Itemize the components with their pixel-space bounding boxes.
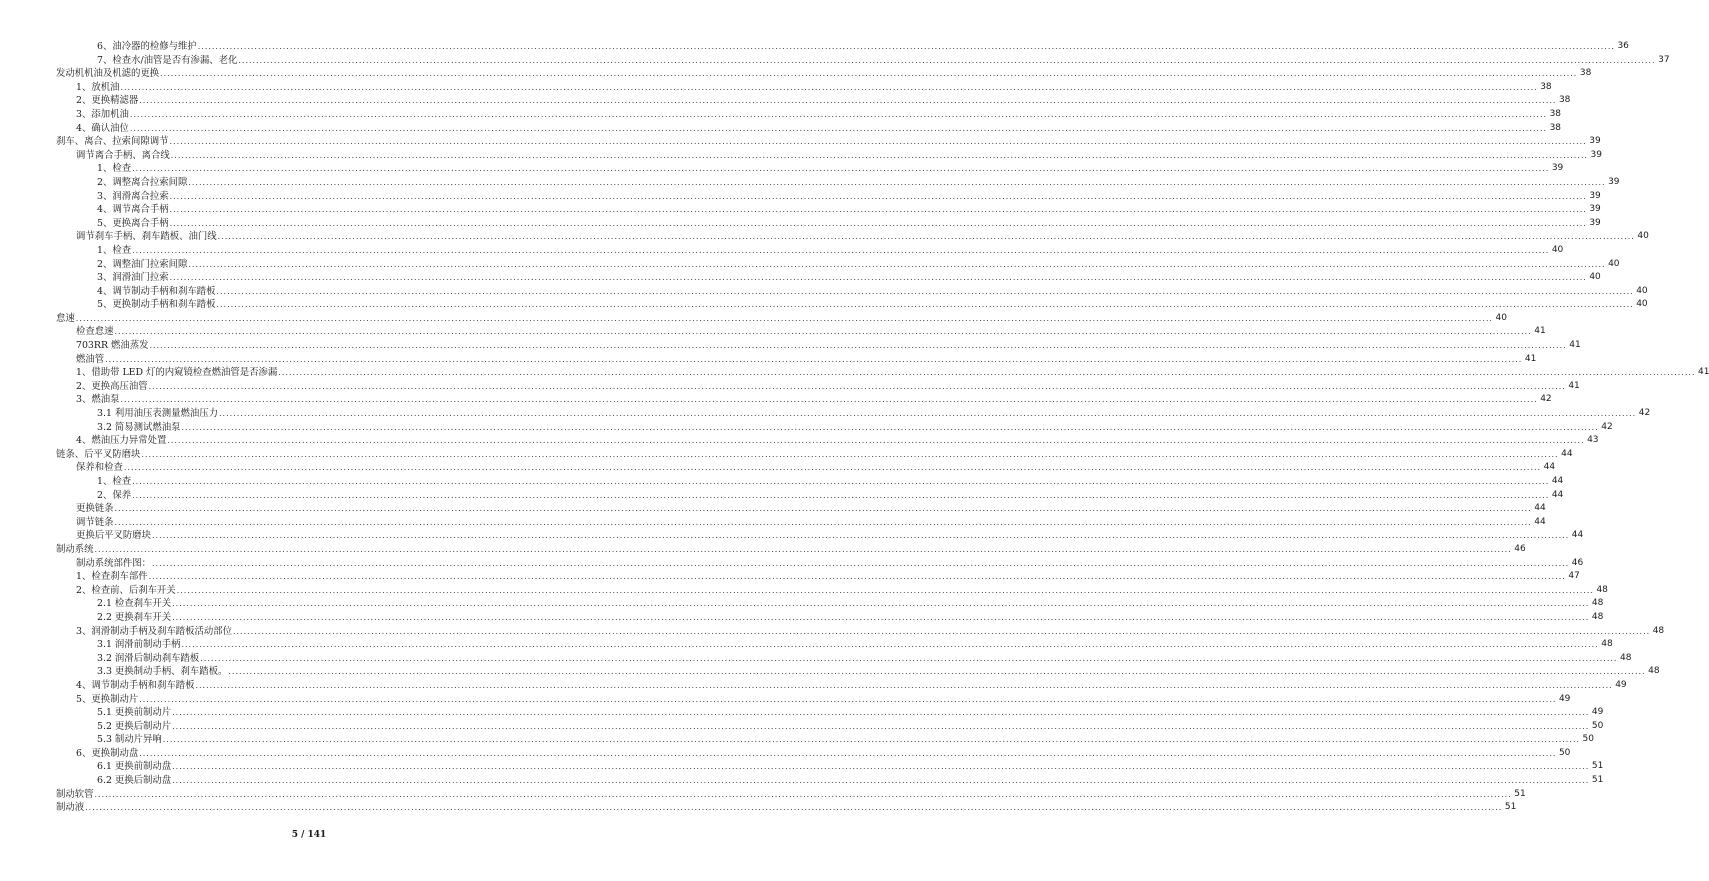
toc-entry[interactable] (56, 774, 1604, 788)
dot-leader: ................................................................................................................................................................................................................................................................................................................................................................................................................ (85, 803, 1503, 813)
toc-entry-title: 5.1 更换前制动片 (97, 707, 172, 719)
toc-entry-page-number: 39 (1589, 190, 1601, 201)
toc-entry-page-number: 48 (1601, 639, 1613, 650)
toc-entry[interactable] (56, 489, 1564, 503)
dot-leader: ................................................................................................................................................................................................................................................................................................................................................................................................................ (188, 177, 1606, 187)
dot-leader: ................................................................................................................................................................................................................................................................................................................................................................................................................ (170, 150, 1588, 160)
toc-entry-page-number: 40 (1495, 312, 1507, 323)
dot-leader: ................................................................................................................................................................................................................................................................................................................................................................................................................ (216, 300, 1634, 310)
dot-leader: ................................................................................................................................................................................................................................................................................................................................................................................................................ (169, 191, 1587, 201)
toc-entry-page-number: 44 (1543, 462, 1556, 473)
toc-entry-title: 燃油管 (76, 353, 105, 365)
toc-entry[interactable] (56, 258, 1620, 272)
dot-leader: ................................................................................................................................................................................................................................................................................................................................................................................................................ (195, 680, 1613, 690)
toc-entry-title: 制动软管 (56, 788, 94, 800)
toc-entry-title: 3.2 润滑后制动刹车踏板 (97, 652, 200, 664)
toc-entry-page-number: 39 (1589, 204, 1601, 215)
dot-leader: ................................................................................................................................................................................................................................................................................................................................................................................................................ (172, 612, 1590, 622)
toc-entry-page-number: 49 (1558, 693, 1571, 704)
toc-entry-page-number: 51 (1591, 761, 1604, 772)
dot-leader: ................................................................................................................................................................................................................................................................................................................................................................................................................ (148, 381, 1566, 391)
toc-entry[interactable] (56, 135, 1601, 149)
toc-entry-title: 4、调节离合手柄 (97, 204, 169, 216)
toc-entry-title: 刹车、离合、拉索间隙调节 (56, 136, 169, 148)
dot-leader: ................................................................................................................................................................................................................................................................................................................................................................................................................ (176, 585, 1594, 595)
dot-leader: ................................................................................................................................................................................................................................................................................................................................................................................................................ (152, 558, 1570, 568)
toc-entry[interactable] (56, 421, 1613, 435)
toc-entry[interactable] (56, 543, 1526, 557)
toc-entry-title: 制动液 (56, 802, 85, 814)
toc-entry[interactable] (56, 393, 1552, 407)
dot-leader: ................................................................................................................................................................................................................................................................................................................................................................................................................ (129, 109, 1548, 119)
dot-leader: ................................................................................................................................................................................................................................................................................................................................................................................................................ (197, 42, 1615, 51)
toc-entry-title: 2、调整离合拉索间隙 (97, 176, 188, 188)
toc-entry-title: 3.1 利用油压表测量燃油压力 (97, 408, 219, 420)
toc-entry[interactable] (56, 230, 1649, 244)
toc-entry[interactable] (56, 529, 1584, 543)
toc-entry-page-number: 43 (1587, 435, 1599, 446)
toc-entry[interactable] (56, 475, 1564, 489)
toc-entry-page-number: 44 (1534, 503, 1546, 514)
toc-entry-page-number: 48 (1591, 598, 1604, 609)
toc-entry[interactable] (56, 162, 1564, 176)
toc-entry-title: 2、保养 (97, 489, 132, 501)
toc-entry[interactable] (56, 788, 1526, 802)
toc-entry-page-number: 50 (1582, 734, 1594, 745)
toc-entry[interactable] (56, 325, 1546, 339)
toc-entry[interactable] (56, 638, 1613, 652)
dot-leader: ................................................................................................................................................................................................................................................................................................................................................................................................................ (132, 490, 1550, 500)
page-number: 5 / 141 (291, 830, 327, 840)
toc-entry-page-number: 39 (1551, 163, 1564, 174)
toc-entry-title: 2.1 检查刹车开关 (97, 598, 172, 610)
toc-entry[interactable] (56, 516, 1546, 530)
toc-entry[interactable] (56, 407, 1651, 421)
dot-leader: ................................................................................................................................................................................................................................................................................................................................................................................................................ (129, 123, 1548, 133)
toc-entry[interactable] (56, 67, 1592, 81)
toc-entry-title: 更换链条 (76, 503, 114, 515)
toc-entry-page-number: 37 (1658, 54, 1670, 65)
toc-entry-title: 调节离合手柄、离合线 (76, 149, 170, 161)
dot-leader: ................................................................................................................................................................................................................................................................................................................................................................................................................ (188, 259, 1606, 269)
toc-entry-page-number: 39 (1608, 176, 1620, 187)
toc-entry[interactable] (56, 693, 1571, 707)
toc-entry-page-number: 49 (1615, 679, 1627, 690)
dot-leader: ................................................................................................................................................................................................................................................................................................................................................................................................................ (172, 599, 1590, 609)
dot-leader: ................................................................................................................................................................................................................................................................................................................................................................................................................ (219, 409, 1637, 419)
toc-entry[interactable] (56, 584, 1608, 598)
toc-entry-title: 4、调节制动手柄和刹车踏板 (97, 285, 216, 297)
toc-entry-page-number: 44 (1571, 530, 1584, 541)
toc-entry-title: 703RR 燃油蒸发 (76, 340, 149, 352)
toc-entry-page-number: 41 (1698, 367, 1709, 378)
toc-entry-title: 4、确认油位 (76, 122, 129, 134)
dot-leader: ................................................................................................................................................................................................................................................................................................................................................................................................................ (114, 504, 1532, 514)
toc-entry[interactable] (56, 665, 1660, 679)
toc-entry[interactable] (56, 149, 1602, 163)
toc-entry-title: 3.1 润滑前制动手柄 (97, 639, 181, 651)
toc-entry-title: 链条、后平叉防磨块 (56, 448, 141, 460)
dot-leader: ................................................................................................................................................................................................................................................................................................................................................................................................................ (238, 55, 1656, 65)
table-of-contents (56, 40, 1709, 815)
toc-entry[interactable] (56, 733, 1594, 747)
toc-entry[interactable] (56, 190, 1601, 204)
dot-leader: ................................................................................................................................................................................................................................................................................................................................................................................................................ (169, 137, 1587, 147)
dot-leader: ................................................................................................................................................................................................................................................................................................................................................................................................................ (216, 286, 1634, 296)
toc-entry[interactable] (56, 706, 1604, 720)
toc-entry[interactable] (56, 448, 1573, 462)
toc-entry[interactable] (56, 760, 1604, 774)
toc-entry[interactable] (56, 176, 1620, 190)
dot-leader: ................................................................................................................................................................................................................................................................................................................................................................................................................ (132, 164, 1550, 174)
toc-entry-page-number: 41 (1568, 380, 1580, 391)
toc-entry-title: 4、调节制动手柄和刹车踏板 (76, 679, 195, 691)
toc-entry-page-number: 40 (1589, 272, 1601, 283)
toc-entry-page-number: 38 (1540, 81, 1552, 92)
toc-entry-title: 6.2 更换后制动盘 (97, 775, 172, 787)
toc-entry[interactable] (56, 271, 1601, 285)
toc-entry-page-number: 39 (1590, 149, 1602, 160)
toc-entry-title: 3、润滑油门拉索 (97, 272, 169, 284)
toc-entry[interactable] (56, 40, 1629, 54)
toc-entry-title: 5、更换离合手柄 (97, 217, 169, 229)
toc-entry[interactable] (56, 570, 1580, 584)
toc-entry[interactable] (56, 298, 1648, 312)
toc-entry-page-number: 44 (1551, 489, 1564, 500)
toc-entry[interactable] (56, 557, 1584, 571)
toc-entry-page-number: 39 (1589, 217, 1601, 228)
toc-entry-page-number: 48 (1591, 611, 1604, 622)
dot-leader: ................................................................................................................................................................................................................................................................................................................................................................................................................ (228, 667, 1646, 677)
toc-entry[interactable] (56, 720, 1604, 734)
toc-entry-page-number: 38 (1558, 95, 1571, 106)
toc-entry-title: 制动系统 (56, 543, 94, 555)
dot-leader: ................................................................................................................................................................................................................................................................................................................................................................................................................ (167, 436, 1585, 446)
toc-entry-title: 更换后平叉防磨块 (76, 530, 152, 542)
toc-entry[interactable] (56, 353, 1537, 367)
toc-entry-title: 6、更换制动盘 (76, 747, 139, 759)
toc-entry-page-number: 38 (1549, 108, 1562, 119)
toc-entry-page-number: 40 (1636, 299, 1648, 310)
dot-leader: ................................................................................................................................................................................................................................................................................................................................................................................................................ (132, 245, 1550, 255)
toc-entry[interactable] (56, 801, 1517, 815)
dot-leader: ................................................................................................................................................................................................................................................................................................................................................................................................................ (148, 572, 1566, 582)
toc-entry[interactable] (56, 434, 1599, 448)
dot-leader: ................................................................................................................................................................................................................................................................................................................................................................................................................ (94, 544, 1512, 554)
toc-entry-page-number: 48 (1596, 584, 1608, 595)
toc-entry-page-number: 46 (1571, 557, 1584, 568)
toc-entry-title: 3、添加机油 (76, 108, 129, 120)
toc-entry-title: 5、更换制动手柄和刹车踏板 (97, 299, 216, 311)
toc-entry[interactable] (56, 339, 1581, 353)
toc-entry-page-number: 51 (1514, 788, 1526, 799)
toc-entry-page-number: 44 (1534, 516, 1546, 527)
dot-leader: ................................................................................................................................................................................................................................................................................................................................................................................................................ (139, 748, 1557, 758)
toc-entry[interactable] (56, 217, 1601, 231)
toc-entry-page-number: 49 (1591, 707, 1604, 718)
dot-leader: ................................................................................................................................................................................................................................................................................................................................................................................................................ (105, 354, 1523, 364)
toc-entry[interactable] (56, 108, 1562, 122)
toc-entry[interactable] (56, 203, 1601, 217)
toc-entry-title: 1、放机油 (76, 81, 120, 93)
toc-entry[interactable] (56, 747, 1571, 761)
toc-entry[interactable] (56, 652, 1632, 666)
toc-entry[interactable] (56, 679, 1627, 693)
dot-leader: ................................................................................................................................................................................................................................................................................................................................................................................................................ (160, 69, 1578, 79)
toc-entry-title: 3、润滑制动手柄及刹车踏板活动部位 (76, 625, 232, 637)
dot-leader: ................................................................................................................................................................................................................................................................................................................................................................................................................ (123, 463, 1542, 473)
dot-leader: ................................................................................................................................................................................................................................................................................................................................................................................................................ (139, 96, 1557, 106)
dot-leader: ................................................................................................................................................................................................................................................................................................................................................................................................................ (141, 449, 1559, 459)
toc-entry-title: 2.2 更换刹车开关 (97, 611, 172, 623)
toc-entry-title: 5.3 制动片异响 (97, 734, 162, 746)
dot-leader: ................................................................................................................................................................................................................................................................................................................................................................................................................ (172, 776, 1590, 786)
toc-entry-page-number: 38 (1579, 68, 1592, 79)
dot-leader: ................................................................................................................................................................................................................................................................................................................................................................................................................ (120, 82, 1538, 92)
toc-entry-page-number: 50 (1591, 720, 1604, 731)
toc-entry[interactable] (56, 625, 1665, 639)
dot-leader: ................................................................................................................................................................................................................................................................................................................................................................................................................ (169, 218, 1587, 228)
toc-entry-page-number: 48 (1620, 652, 1632, 663)
toc-entry-page-number: 44 (1561, 448, 1573, 459)
toc-entry-page-number: 39 (1589, 136, 1601, 147)
toc-entry-title: 3.2 简易测试燃油泵 (97, 421, 181, 433)
dot-leader: ................................................................................................................................................................................................................................................................................................................................................................................................................ (217, 232, 1635, 242)
toc-entry-title: 5、更换制动片 (76, 693, 139, 705)
toc-entry-title: 4、燃油压力异常处置 (76, 435, 167, 447)
toc-entry[interactable] (56, 81, 1552, 95)
dot-leader: ................................................................................................................................................................................................................................................................................................................................................................................................................ (169, 273, 1587, 283)
dot-leader: ................................................................................................................................................................................................................................................................................................................................................................................................................ (114, 327, 1532, 337)
toc-entry-title: 3.3 更换制动手柄、刹车踏板。 (97, 666, 228, 678)
toc-entry-title: 6、油冷器的检修与维护 (97, 41, 197, 52)
toc-entry-title: 制动系统部件图： (76, 557, 152, 569)
toc-entry[interactable] (56, 380, 1580, 394)
toc-entry-page-number: 38 (1549, 122, 1562, 133)
dot-leader: ................................................................................................................................................................................................................................................................................................................................................................................................................ (172, 708, 1590, 718)
toc-entry-title: 2、更换精滤器 (76, 95, 139, 107)
toc-entry-page-number: 48 (1648, 666, 1660, 677)
dot-leader: ................................................................................................................................................................................................................................................................................................................................................................................................................ (181, 640, 1599, 650)
toc-entry-page-number: 41 (1569, 340, 1581, 351)
dot-leader: ................................................................................................................................................................................................................................................................................................................................................................................................................ (181, 422, 1599, 432)
toc-entry[interactable] (56, 611, 1604, 625)
toc-entry-title: 3、燃油泵 (76, 394, 120, 406)
dot-leader: ................................................................................................................................................................................................................................................................................................................................................................................................................ (152, 531, 1570, 541)
toc-entry[interactable] (56, 461, 1556, 475)
dot-leader: ................................................................................................................................................................................................................................................................................................................................................................................................................ (200, 653, 1618, 663)
toc-entry-page-number: 42 (1601, 421, 1613, 432)
toc-entry-title: 1、检查 (97, 476, 132, 487)
dot-leader: ................................................................................................................................................................................................................................................................................................................................................................................................................ (120, 395, 1538, 405)
toc-entry-title: 检查怠速 (76, 326, 114, 338)
toc-entry-title: 2、检查前、后刹车开关 (76, 584, 176, 596)
dot-leader: ................................................................................................................................................................................................................................................................................................................................................................................................................ (114, 517, 1532, 527)
toc-entry-page-number: 51 (1504, 802, 1517, 813)
dot-leader: ................................................................................................................................................................................................................................................................................................................................................................................................................ (94, 789, 1512, 799)
toc-entry-page-number: 46 (1514, 543, 1526, 554)
toc-entry[interactable] (56, 502, 1546, 516)
toc-entry[interactable] (56, 285, 1648, 299)
toc-entry-title: 6.1 更换前制动盘 (97, 761, 172, 773)
dot-leader: ................................................................................................................................................................................................................................................................................................................................................................................................................ (278, 368, 1696, 378)
toc-entry-title: 5.2 更换后制动片 (97, 720, 172, 732)
toc-entry-page-number: 40 (1551, 244, 1564, 255)
toc-entry-page-number: 51 (1591, 775, 1604, 786)
toc-entry-page-number: 42 (1638, 408, 1651, 419)
toc-entry-title: 调节刹车手柄、刹车踏板、油门线 (76, 231, 217, 243)
dot-leader: ................................................................................................................................................................................................................................................................................................................................................................................................................ (172, 721, 1590, 731)
toc-entry-title: 2、更换高压油管 (76, 380, 148, 392)
toc-entry-title: 调节链条 (76, 516, 114, 528)
toc-entry[interactable] (56, 122, 1562, 136)
toc-entry-title: 1、检查 (97, 244, 132, 256)
toc-entry-title: 1、检查 (97, 163, 132, 175)
dot-leader: ................................................................................................................................................................................................................................................................................................................................................................................................................ (149, 341, 1567, 351)
toc-entry-title: 保养和检查 (76, 462, 123, 474)
toc-entry[interactable] (56, 312, 1507, 326)
toc-entry-page-number: 41 (1534, 326, 1546, 337)
toc-entry[interactable] (56, 94, 1571, 108)
toc-entry-page-number: 50 (1558, 747, 1571, 758)
toc-entry-title: 2、调整油门拉索间隙 (97, 258, 188, 270)
toc-entry-page-number: 36 (1617, 41, 1629, 51)
toc-entry-page-number: 40 (1636, 285, 1648, 296)
toc-entry-page-number: 41 (1524, 353, 1537, 364)
toc-entry-page-number: 42 (1540, 394, 1552, 405)
toc-entry-page-number: 48 (1652, 625, 1665, 636)
toc-entry-page-number: 40 (1608, 258, 1620, 269)
toc-entry[interactable] (56, 54, 1670, 68)
dot-leader: ................................................................................................................................................................................................................................................................................................................................................................................................................ (169, 205, 1587, 215)
toc-entry-page-number: 40 (1637, 231, 1649, 242)
dot-leader: ................................................................................................................................................................................................................................................................................................................................................................................................................ (139, 694, 1557, 704)
toc-entry[interactable] (56, 366, 1709, 380)
toc-entry[interactable] (56, 244, 1564, 258)
toc-entry-title: 1、借助带 LED 灯的内窥镜检查燃油管是否渗漏 (76, 367, 278, 379)
toc-entry-page-number: 47 (1568, 571, 1580, 582)
toc-entry-title: 3、润滑离合拉索 (97, 190, 169, 202)
dot-leader: ................................................................................................................................................................................................................................................................................................................................................................................................................ (162, 735, 1580, 745)
dot-leader: ................................................................................................................................................................................................................................................................................................................................................................................................................ (132, 477, 1550, 486)
dot-leader: ................................................................................................................................................................................................................................................................................................................................................................................................................ (172, 762, 1590, 772)
toc-entry-title: 怠速 (56, 312, 75, 324)
dot-leader: ................................................................................................................................................................................................................................................................................................................................................................................................................ (75, 313, 1493, 323)
toc-entry-page-number: 44 (1551, 476, 1564, 486)
toc-entry-title: 7、检查水/油管是否有渗漏、老化 (97, 54, 238, 66)
toc-entry-title: 发动机机油及机滤的更换 (56, 68, 160, 80)
toc-entry[interactable] (56, 597, 1604, 611)
toc-entry-title: 1、检查刹车部件 (76, 571, 148, 583)
dot-leader: ................................................................................................................................................................................................................................................................................................................................................................................................................ (232, 626, 1651, 636)
